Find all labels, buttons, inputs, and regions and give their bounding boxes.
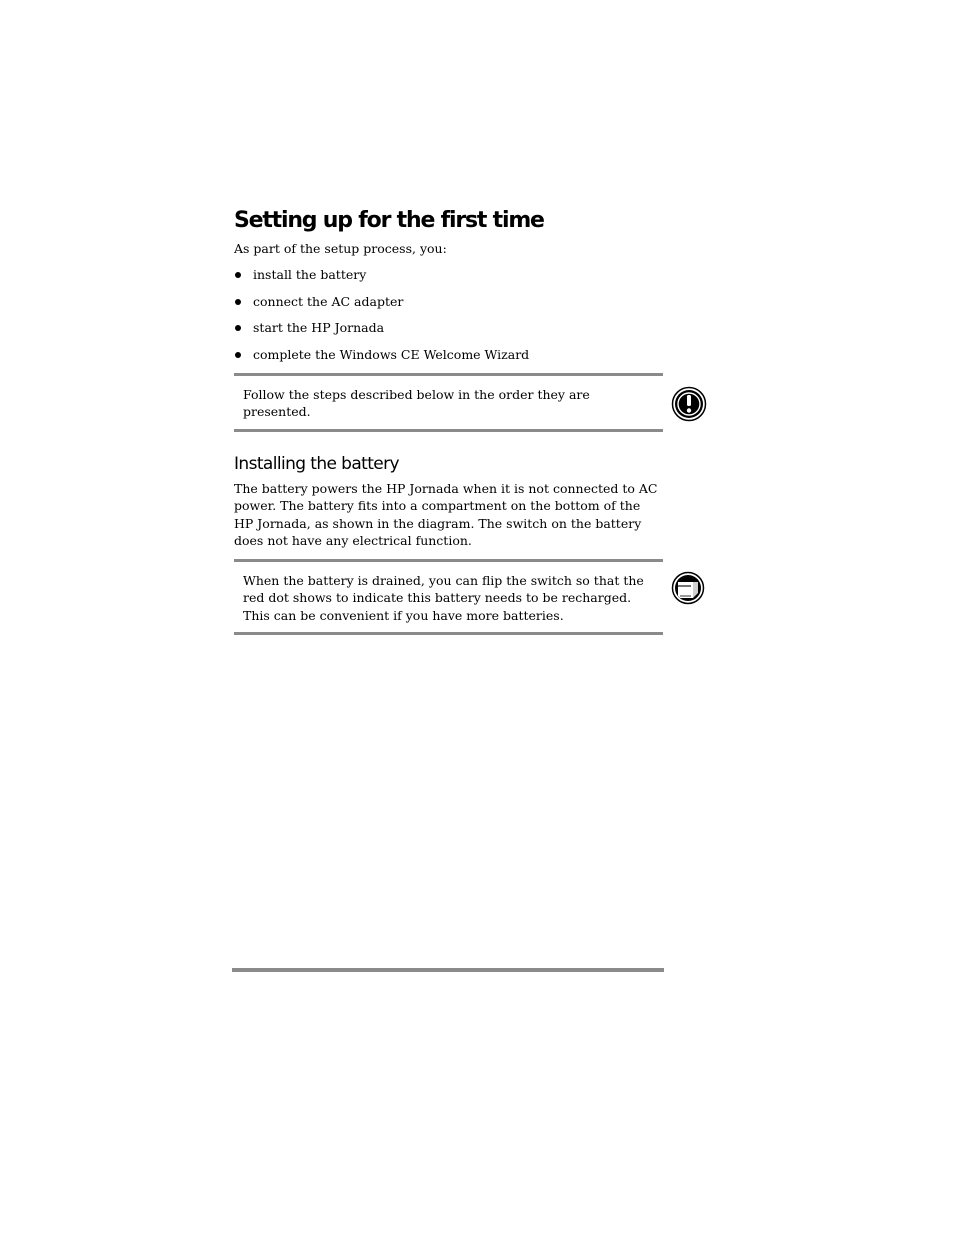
list-item-text: install the battery xyxy=(253,267,367,282)
tip-top-rule xyxy=(234,559,663,562)
footer-rule xyxy=(232,968,664,972)
setup-steps-list xyxy=(234,266,529,372)
section-body-text: The battery powers the HP Jornada when it is not connected to AC power. The battery fits into a compartment on the bottom of the HP Jornada, as shown in the diagram. The switch on the battery does not have any electrical function. xyxy=(234,481,658,549)
note-icon xyxy=(671,571,705,605)
list-item-text: start the HP Jornada xyxy=(253,320,385,336)
section-heading: Installing the battery xyxy=(234,454,400,474)
list-item xyxy=(234,266,529,293)
list-item xyxy=(234,346,529,373)
bullet-icon xyxy=(235,352,241,358)
bullet-icon xyxy=(235,325,241,331)
list-item xyxy=(234,319,529,346)
bullet-icon xyxy=(235,272,241,278)
tip-bottom-rule xyxy=(234,632,663,635)
bullet-icon xyxy=(235,299,241,305)
exclamation-icon xyxy=(671,386,707,422)
callout-bottom-rule xyxy=(234,429,663,432)
tip-note-text: When the battery is drained, you can flip the switch so that the red dot shows to indicate this battery needs to be recharged. This can be convenient if you have more batteries. xyxy=(243,573,644,623)
callout-top-rule xyxy=(234,373,663,376)
list-item-text: connect the AC adapter xyxy=(253,293,404,309)
page-title: Setting up for the first time xyxy=(234,208,544,233)
intro-text: As part of the setup process, you: xyxy=(234,241,447,256)
list-item-text: complete the Windows CE Welcome Wizard xyxy=(253,346,530,362)
list-item xyxy=(234,293,529,320)
important-note-text: Follow the steps described below in the order they are presented. xyxy=(243,387,590,420)
